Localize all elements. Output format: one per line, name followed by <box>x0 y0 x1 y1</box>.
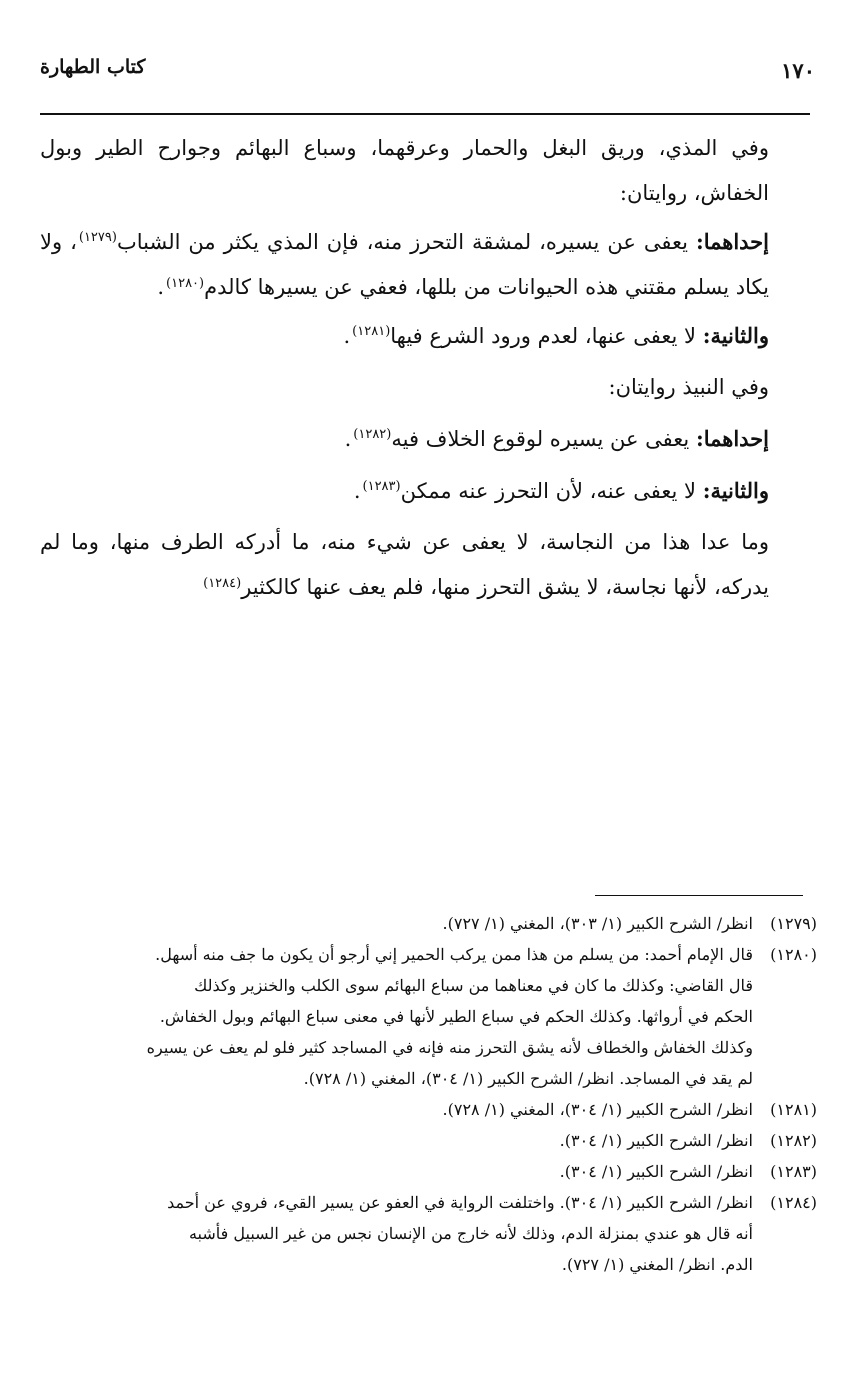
footnote-line: انظر/ الشرح الكبير (١/ ٣٠٤). واختلفت الرواية في العفو عن يسير القيء، فروي عن أحمد <box>167 1193 753 1212</box>
paragraph-text: لا يعفى عنها، لعدم ورود الشرع فيها <box>390 324 696 348</box>
footnote-1283 <box>30 1156 817 1187</box>
footnote-text <box>30 908 753 939</box>
paragraph-text: لا يعفى عنه، لأن التحرز عنه ممكن <box>400 479 696 503</box>
footnote-line: قال القاضي: وكذلك ما كان في معناهما من سباع البهائم سوى الكلب والخنزير وكذلك <box>194 976 753 995</box>
page-number: ١٧٠ <box>781 58 815 83</box>
paragraph-text-cont: ، ولا يكاد يسلم مقتني هذه الحيوانات من بللها، فعفي عن يسيرها كالدم <box>40 230 769 299</box>
footnote-number: (١٢٨٤) <box>770 1193 817 1212</box>
footnote-ref[interactable]: (١٢٨١) <box>352 324 391 339</box>
footnote-text <box>30 1156 753 1187</box>
footnote-1281 <box>30 1094 817 1125</box>
footnote-ref[interactable]: (١٢٨٢) <box>353 427 392 442</box>
footnote-ref[interactable]: (١٢٨٣) <box>362 479 401 494</box>
footnote-line: وكذلك الخفاش والخطاف لأنه يشق التحرز منه فإنه في المساجد كثير فلو لم يعف عن يسيره <box>146 1038 753 1057</box>
footnote-line: انظر/ الشرح الكبير (١/ ٣٠٤). <box>559 1131 753 1150</box>
paragraph-nabidh: وفي النبيذ روايتان: <box>608 375 769 399</box>
paragraph-end: . <box>343 324 351 348</box>
footnote-ref[interactable]: (١٢٧٩) <box>78 230 117 245</box>
paragraph-other-impurities <box>40 520 817 610</box>
paragraph-lead: إحداهما: <box>695 229 769 254</box>
footnote-1284 <box>30 1187 817 1280</box>
footnote-number: (١٢٨٣) <box>770 1162 817 1181</box>
footnote-line: الحكم في أرواثها. وكذلك الحكم في سباع الطير لأنها في معنى سباع البهائم وبول الخفاش. <box>159 1007 753 1026</box>
footnote-1280 <box>30 939 817 1094</box>
footnote-line: انظر/ الشرح الكبير (١/ ٣٠٤)، المغني (١/ ٧٢٨). <box>442 1100 753 1119</box>
footnote-number: (١٢٨٠) <box>770 945 817 964</box>
footnote-text <box>30 1187 753 1280</box>
paragraph-lead: إحداهما: <box>695 426 769 451</box>
footnote-line: انظر/ الشرح الكبير (١/ ٣٠٤). <box>559 1162 753 1181</box>
header-rule <box>40 113 810 115</box>
paragraph-end: . <box>353 479 361 503</box>
paragraph-text: يعفى عن يسيره، لمشقة التحرز منه، فإن المذي يكثر من الشباب <box>116 230 688 254</box>
paragraph-madhi: وفي المذي، وريق البغل والحمار وعرقهما، وسباع البهائم وجوارح الطير وبول الخفاش، روايتان: <box>40 136 769 205</box>
footnote-separator <box>595 895 803 896</box>
footnotes <box>30 908 817 1280</box>
footnote-ref[interactable]: (١٢٨٠) <box>166 276 205 291</box>
paragraph-nabidh-second <box>40 468 817 514</box>
footnote-number: (١٢٨١) <box>770 1100 817 1119</box>
main-text <box>40 126 817 610</box>
footnote-line: قال الإمام أحمد: من يسلم من هذا ممن يركب الحمير إني أرجو أن يكون ما جف منه أسهل. <box>155 945 753 964</box>
footnote-text <box>30 1094 753 1125</box>
paragraph-nabidh-first <box>40 416 817 462</box>
footnote-line: انظر/ الشرح الكبير (١/ ٣٠٣)، المغني (١/ ٧٢٧). <box>442 914 753 933</box>
paragraph-second-narration <box>40 313 817 359</box>
paragraph-lead: والثانية: <box>702 323 769 348</box>
footnote-ref[interactable]: (١٢٨٤) <box>203 576 242 591</box>
footnote-line: أنه قال هو عندي بمنزلة الدم، وذلك لأنه خارج من الإنسان نجس من غير السبيل فأشبه <box>188 1224 753 1243</box>
paragraph-first-narration <box>40 219 817 310</box>
paragraph-lead: والثانية: <box>702 478 769 503</box>
running-header-title: كتاب الطهارة <box>40 56 146 78</box>
paragraph-text: يعفى عن يسيره لوقوع الخلاف فيه <box>391 427 690 451</box>
footnote-line: الدم. انظر/ المغني (١/ ٧٢٧). <box>561 1255 753 1274</box>
footnote-1282 <box>30 1125 817 1156</box>
footnote-text <box>30 1125 753 1156</box>
paragraph-end: . <box>344 427 352 451</box>
footnote-number: (١٢٨٢) <box>770 1131 817 1150</box>
footnote-line: لم يقد في المساجد. انظر/ الشرح الكبير (١/ ٣٠٤)، المغني (١/ ٧٢٨). <box>303 1069 753 1088</box>
footnote-text <box>30 939 753 1094</box>
footnote-1279 <box>30 908 817 939</box>
paragraph-text: وما عدا هذا من النجاسة، لا يعفى عن شيء منه، ما أدركه الطرف منها، وما لم يدركه، لأنها نجاسة، لا يشق التحرز منها، فلم يعف عنها كالكثير <box>40 530 769 599</box>
paragraph-end: . <box>157 275 165 299</box>
footnote-number: (١٢٧٩) <box>770 914 817 933</box>
